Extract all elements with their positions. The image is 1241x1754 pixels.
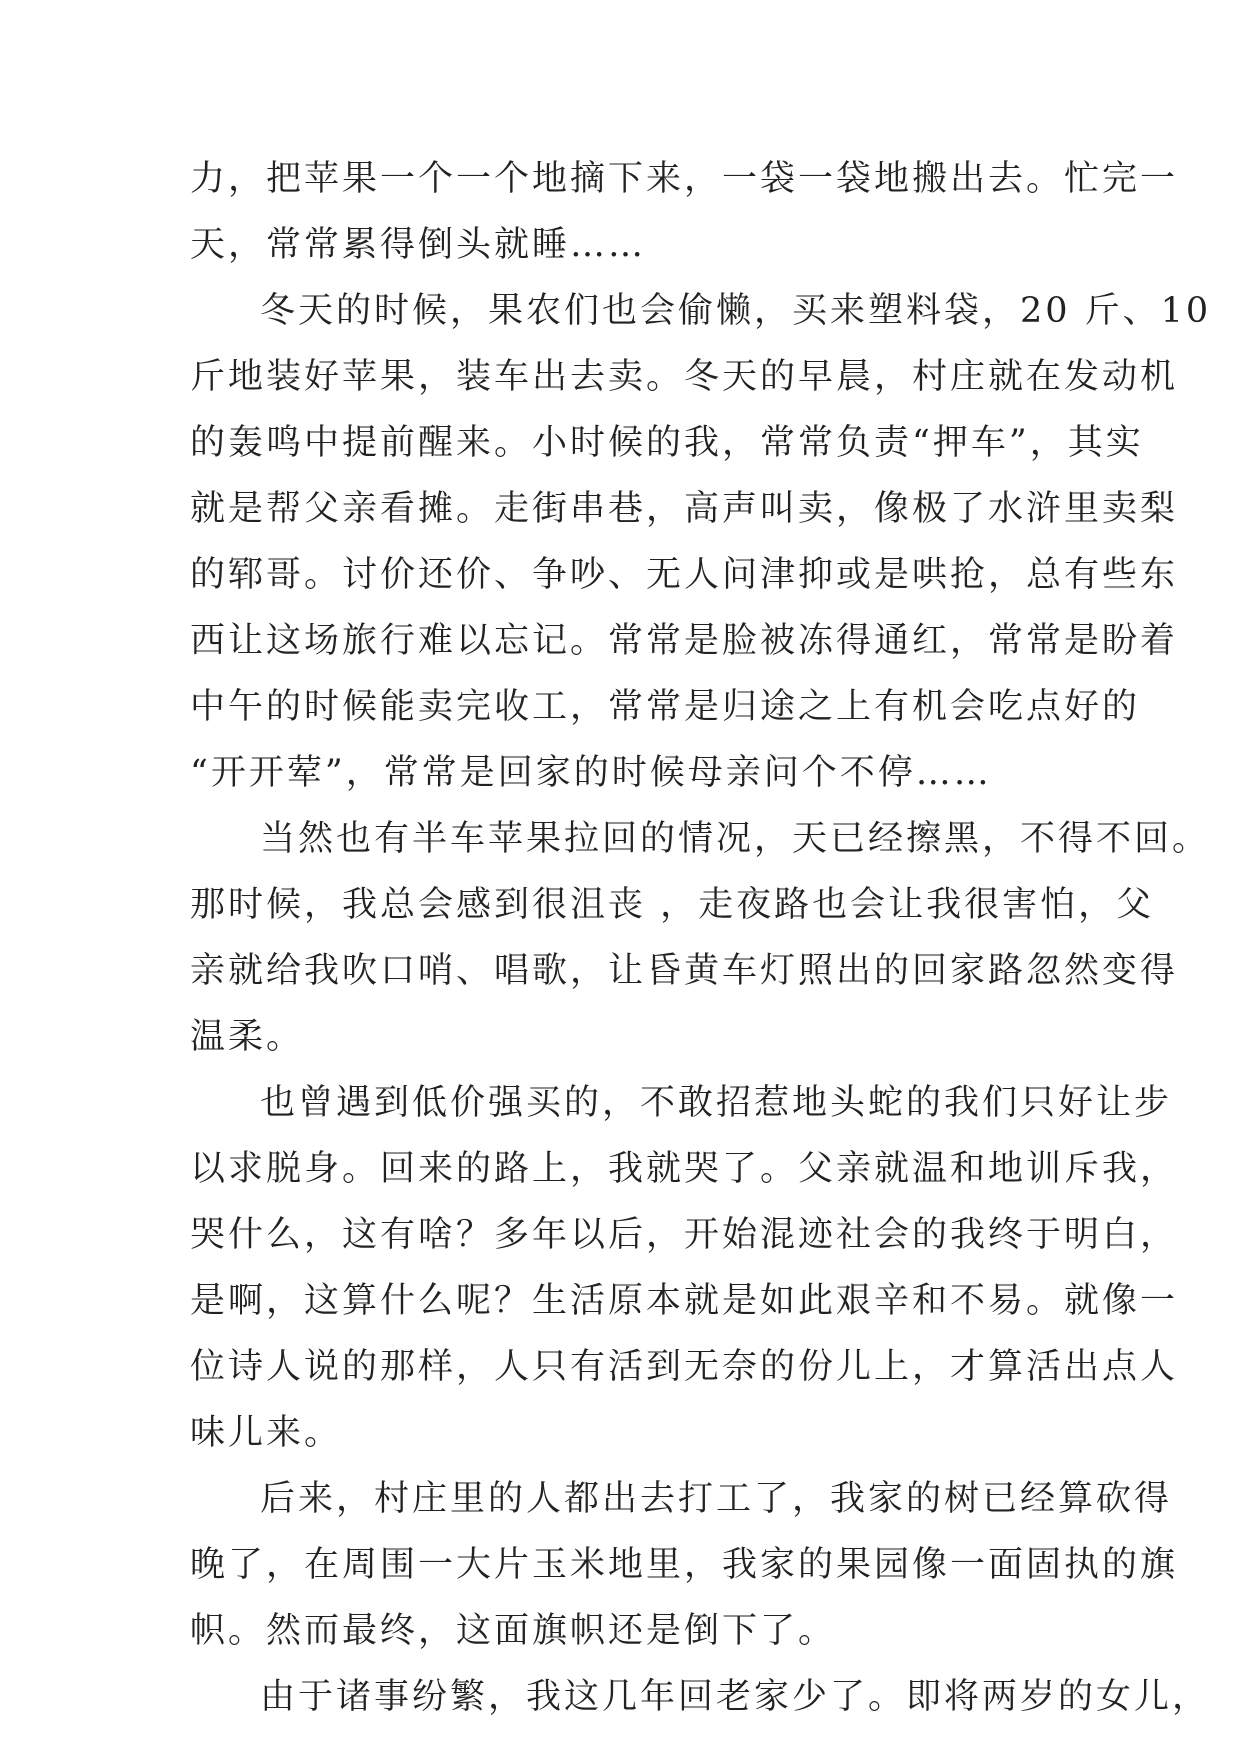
text-line: 温柔。 xyxy=(190,1017,305,1057)
text-line: 味儿来。 xyxy=(190,1413,343,1453)
paragraph xyxy=(190,1664,1211,1730)
body-text xyxy=(190,146,1212,1730)
text-line: 那时候，我总会感到很沮丧 ，走夜路也会让我很害怕，父 xyxy=(190,885,1155,925)
text-line: 的郓哥。讨价还价、争吵、无人问津抑或是哄抢，总有些东 xyxy=(190,555,1179,595)
text-line: 的轰鸣中提前醒来。小时候的我，常常负责“押车”，其实 xyxy=(190,423,1144,463)
text-line: 也曾遇到低价强买的，不敢招惹地头蛇的我们只好让步 xyxy=(260,1083,1173,1123)
text-line: 是啊，这算什么呢？生活原本就是如此艰辛和不易。就像一 xyxy=(190,1281,1179,1321)
paragraph xyxy=(190,146,1179,278)
text-line: 就是帮父亲看摊。走街串巷，高声叫卖，像极了水浒里卖梨 xyxy=(190,489,1179,529)
paragraph xyxy=(190,1466,1179,1664)
text-line: 由于诸事纷繁，我这几年回老家少了。即将两岁的女儿， xyxy=(260,1677,1211,1717)
paragraph xyxy=(190,278,1212,806)
text-line: 晚了，在周围一大片玉米地里，我家的果园像一面固执的旗 xyxy=(190,1545,1179,1585)
text-line: 力，把苹果一个一个地摘下来，一袋一袋地搬出去。忙完一 xyxy=(190,159,1179,199)
text-line: 位诗人说的那样，人只有活到无奈的份儿上，才算活出点人 xyxy=(190,1347,1179,1387)
paragraph xyxy=(190,806,1211,1070)
text-line: 后来，村庄里的人都出去打工了，我家的树已经算砍得 xyxy=(260,1479,1173,1519)
text-line: 天，常常累得倒头就睡…… xyxy=(190,225,647,265)
text-line: 亲就给我吹口哨、唱歌，让昏黄车灯照出的回家路忽然变得 xyxy=(190,951,1179,991)
text-line: 冬天的时候，果农们也会偷懒，买来塑料袋，20 斤、10 xyxy=(260,291,1212,331)
text-line: 以求脱身。回来的路上，我就哭了。父亲就温和地训斥我， xyxy=(190,1149,1179,1189)
text-line: 中午的时候能卖完收工，常常是归途之上有机会吃点好的 xyxy=(190,687,1141,727)
text-line: 哭什么，这有啥？多年以后，开始混迹社会的我终于明白， xyxy=(190,1215,1179,1255)
text-line: 帜。然而最终，这面旗帜还是倒下了。 xyxy=(190,1611,837,1651)
text-line: 当然也有半车苹果拉回的情况，天已经擦黑，不得不回。 xyxy=(260,819,1211,859)
paragraph xyxy=(190,1070,1179,1466)
text-line: 西让这场旅行难以忘记。常常是脸被冻得通红，常常是盼着 xyxy=(190,621,1179,661)
text-line: 斤地装好苹果，装车出去卖。冬天的早晨，村庄就在发动机 xyxy=(190,357,1179,397)
text-line: “开开荤”，常常是回家的时候母亲问个不停…… xyxy=(190,753,992,793)
